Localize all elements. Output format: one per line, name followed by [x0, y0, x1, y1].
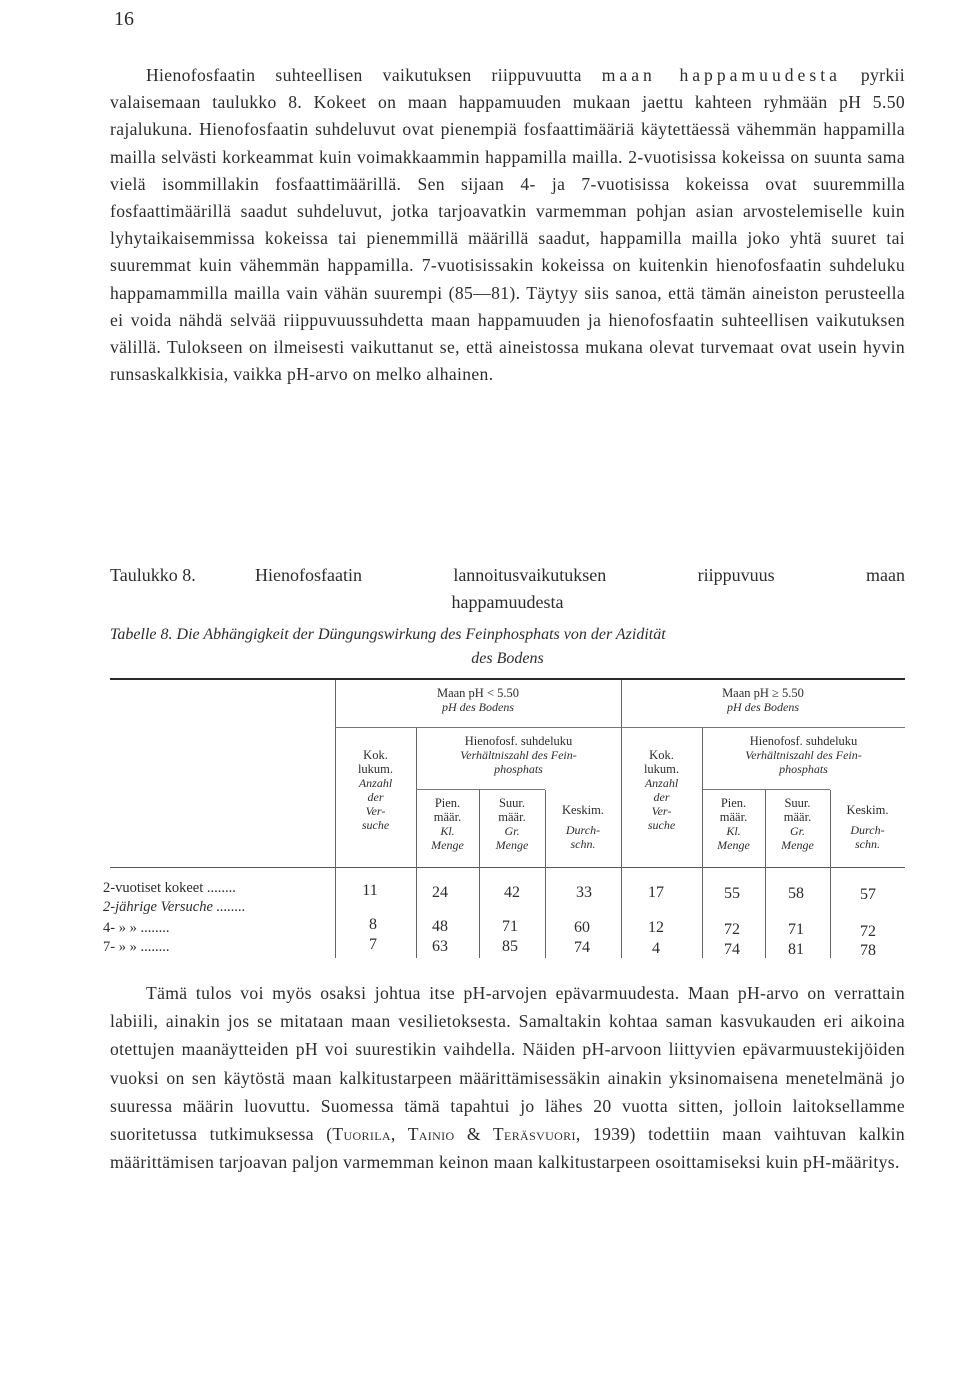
table-cell: 11: [362, 882, 378, 899]
group-header-acidic: Maan pH < 5.50 pH des Bodens: [436, 686, 520, 714]
table-cell: 55: [724, 885, 740, 902]
row-label: 4- » » ........: [103, 920, 170, 936]
table-cell: 71: [788, 921, 804, 938]
table-cell: 4: [652, 940, 660, 957]
table-cell: 17: [648, 884, 664, 901]
table-caption-de-line1: Tabelle 8. Die Abhängigkeit der Düngungswirkung des Feinphosphats von der Azidität: [110, 626, 666, 643]
count-header: Kok. lukum. Anzahl der Ver- suche: [357, 748, 394, 832]
table-cell: 63: [432, 938, 448, 955]
subheader-large-amount: Suur. määr. Gr. Menge: [495, 796, 529, 852]
table-cell: 74: [574, 939, 590, 956]
paragraph-2: [110, 979, 905, 1176]
group-header-less-acidic: Maan pH ≥ 5.50 pH des Bodens: [722, 686, 804, 714]
subheader-large-amount: Suur. määr. Gr. Menge: [781, 796, 814, 852]
table-caption-de-line2: des Bodens: [471, 650, 544, 667]
table-cell: 33: [576, 884, 592, 901]
table-divider: [702, 789, 830, 790]
table-title-line1: Hienofosfaatin lannoitusvaikutuksen riippuvuus maan: [255, 565, 905, 585]
table-cell: 48: [432, 918, 448, 935]
row-label-de: 2-jährige Versuche ........: [103, 899, 246, 915]
paragraph-1-rest: pyrkii valaisemaan taulukko 8. Kokeet on maan happamuuden mukaan jaettu kahteen ryhmään pH 5.50 rajalukuna. Hienofosfaatin suhdeluvut ovat pienempiä fosfaattimääriä käytettäessä vähemmän happamilla mailla selvästi korkeammat kuin voimakkaammin happamilla mailla. 2-vuotisissa kokeissa on suunta sama vielä isommillakin fosfaattimäärillä. Sen sijaan 4- ja 7-vuotisissa kokeissa ovat suuremmilla fosfaattimäärillä saadut suhdeluvut, jotka tarjoavatkin varmemman pohjan asian arvostelemiselle kuin lyhytaikaisemmissa kokeissa tai pienemmillä määrillä saadut, happamilla mailla joko yhtä suuret tai suuremmat kuin vähemmän happamilla. 7-vuotisissakin kokeissa on kuitenkin hienofosfaatin suhdeluku happamammilla mailla vain vähän suurempi (85—81). Täytyy siis sanoa, että tämän aineiston perusteella ei voida nähdä selvää riippuvuussuhdetta maan happamuuden ja hienofosfaatin suhteellisen vaikutuksen välillä. Tulokseen on ilmeisesti vaikuttanut se, että aineistossa mukana olevat turvemaat ovat usein hyvin runsaskalkkisia, vaikka pH-arvo on melko alhainen.: [110, 65, 906, 385]
table-title-line2: happamuudesta: [451, 592, 564, 612]
table-cell: 78: [860, 942, 876, 959]
row-label: 2-vuotiset kokeet ........: [103, 880, 236, 896]
table-top-rule: [110, 678, 905, 680]
table-cell: 57: [860, 886, 876, 903]
table-cell: 12: [648, 919, 664, 936]
ratio-header: Hienofosf. suhdeluku Verhältniszahl des Fein- phosphats: [745, 734, 862, 776]
row-label: 7- » » ........: [103, 939, 170, 955]
table-cell: 72: [724, 921, 740, 938]
emphasized-phrase: maan happamuudesta: [601, 65, 841, 85]
table-cell: 7: [369, 936, 377, 953]
table-cell: 71: [502, 918, 518, 935]
table-divider: [621, 727, 905, 728]
subheader-small-amount: Pien. määr. Kl. Menge: [717, 796, 750, 852]
table-cell: 60: [574, 919, 590, 936]
table-caption-de: [110, 623, 905, 671]
table-cell: 74: [724, 941, 740, 958]
paragraph-1: [110, 62, 905, 388]
table-cell: 24: [432, 884, 448, 901]
table-divider: [416, 789, 545, 790]
paragraph-1-start: Hienofosfaatin suhteellisen vaikutuksen riippuvuutta: [146, 65, 582, 85]
table-cell: 42: [504, 884, 520, 901]
table-label: Taulukko 8.: [110, 565, 196, 585]
subheader-average: Keskim. Durch- schn.: [561, 803, 604, 851]
count-header: Kok. lukum. Anzahl der Ver- suche: [643, 748, 680, 832]
table-cell: 8: [369, 916, 377, 933]
table-cell: 81: [788, 941, 804, 958]
page-number: 16: [114, 8, 134, 30]
table-header-rule: [110, 867, 905, 868]
table-cell: 85: [502, 938, 518, 955]
table-divider: [335, 727, 621, 728]
paragraph-2-end: ) todettiin maan vaihtuvan kalkin määrittämisen tarjoavan paljon varmemman keinon maan kalkitustarpeen osoittamiseksi kuin pH-määritys.: [110, 1124, 905, 1173]
citation: Tuorila, Tainio & Teräsvuori, 1939: [332, 1124, 630, 1145]
subheader-average: Keskim. Durch- schn.: [846, 803, 889, 851]
paragraph-2-start: Tämä tulos voi myös osaksi johtua itse pH-arvojen epävarmuudesta. Maan pH-arvo on verrattain labiili, ainakin jos se mitataan maan vesilietoksesta. Samaltakin kohtaa saman kasvukauden eri aikoina otettujen maanäytteiden pH voi suurestikin vaihdella. Näiden pH-arvoon liittyvien epävarmuustekijöiden vuoksi on sen käytöstä maan kalkitustarpeen määrittämisessäkin ainakin yksinomaisena menetelmänä jo suuressa määrin luovuttu. Suomessa tämä tapahtui jo lähes 20 vuotta sitten, jolloin laitoksellamme suoritetussa tutkimuksessa (: [110, 983, 905, 1145]
table-cell: 58: [788, 885, 804, 902]
ratio-header: Hienofosf. suhdeluku Verhältniszahl des Fein- phosphats: [460, 734, 577, 776]
subheader-small-amount: Pien. määr. Kl. Menge: [431, 796, 464, 852]
table-cell: 72: [860, 923, 876, 940]
